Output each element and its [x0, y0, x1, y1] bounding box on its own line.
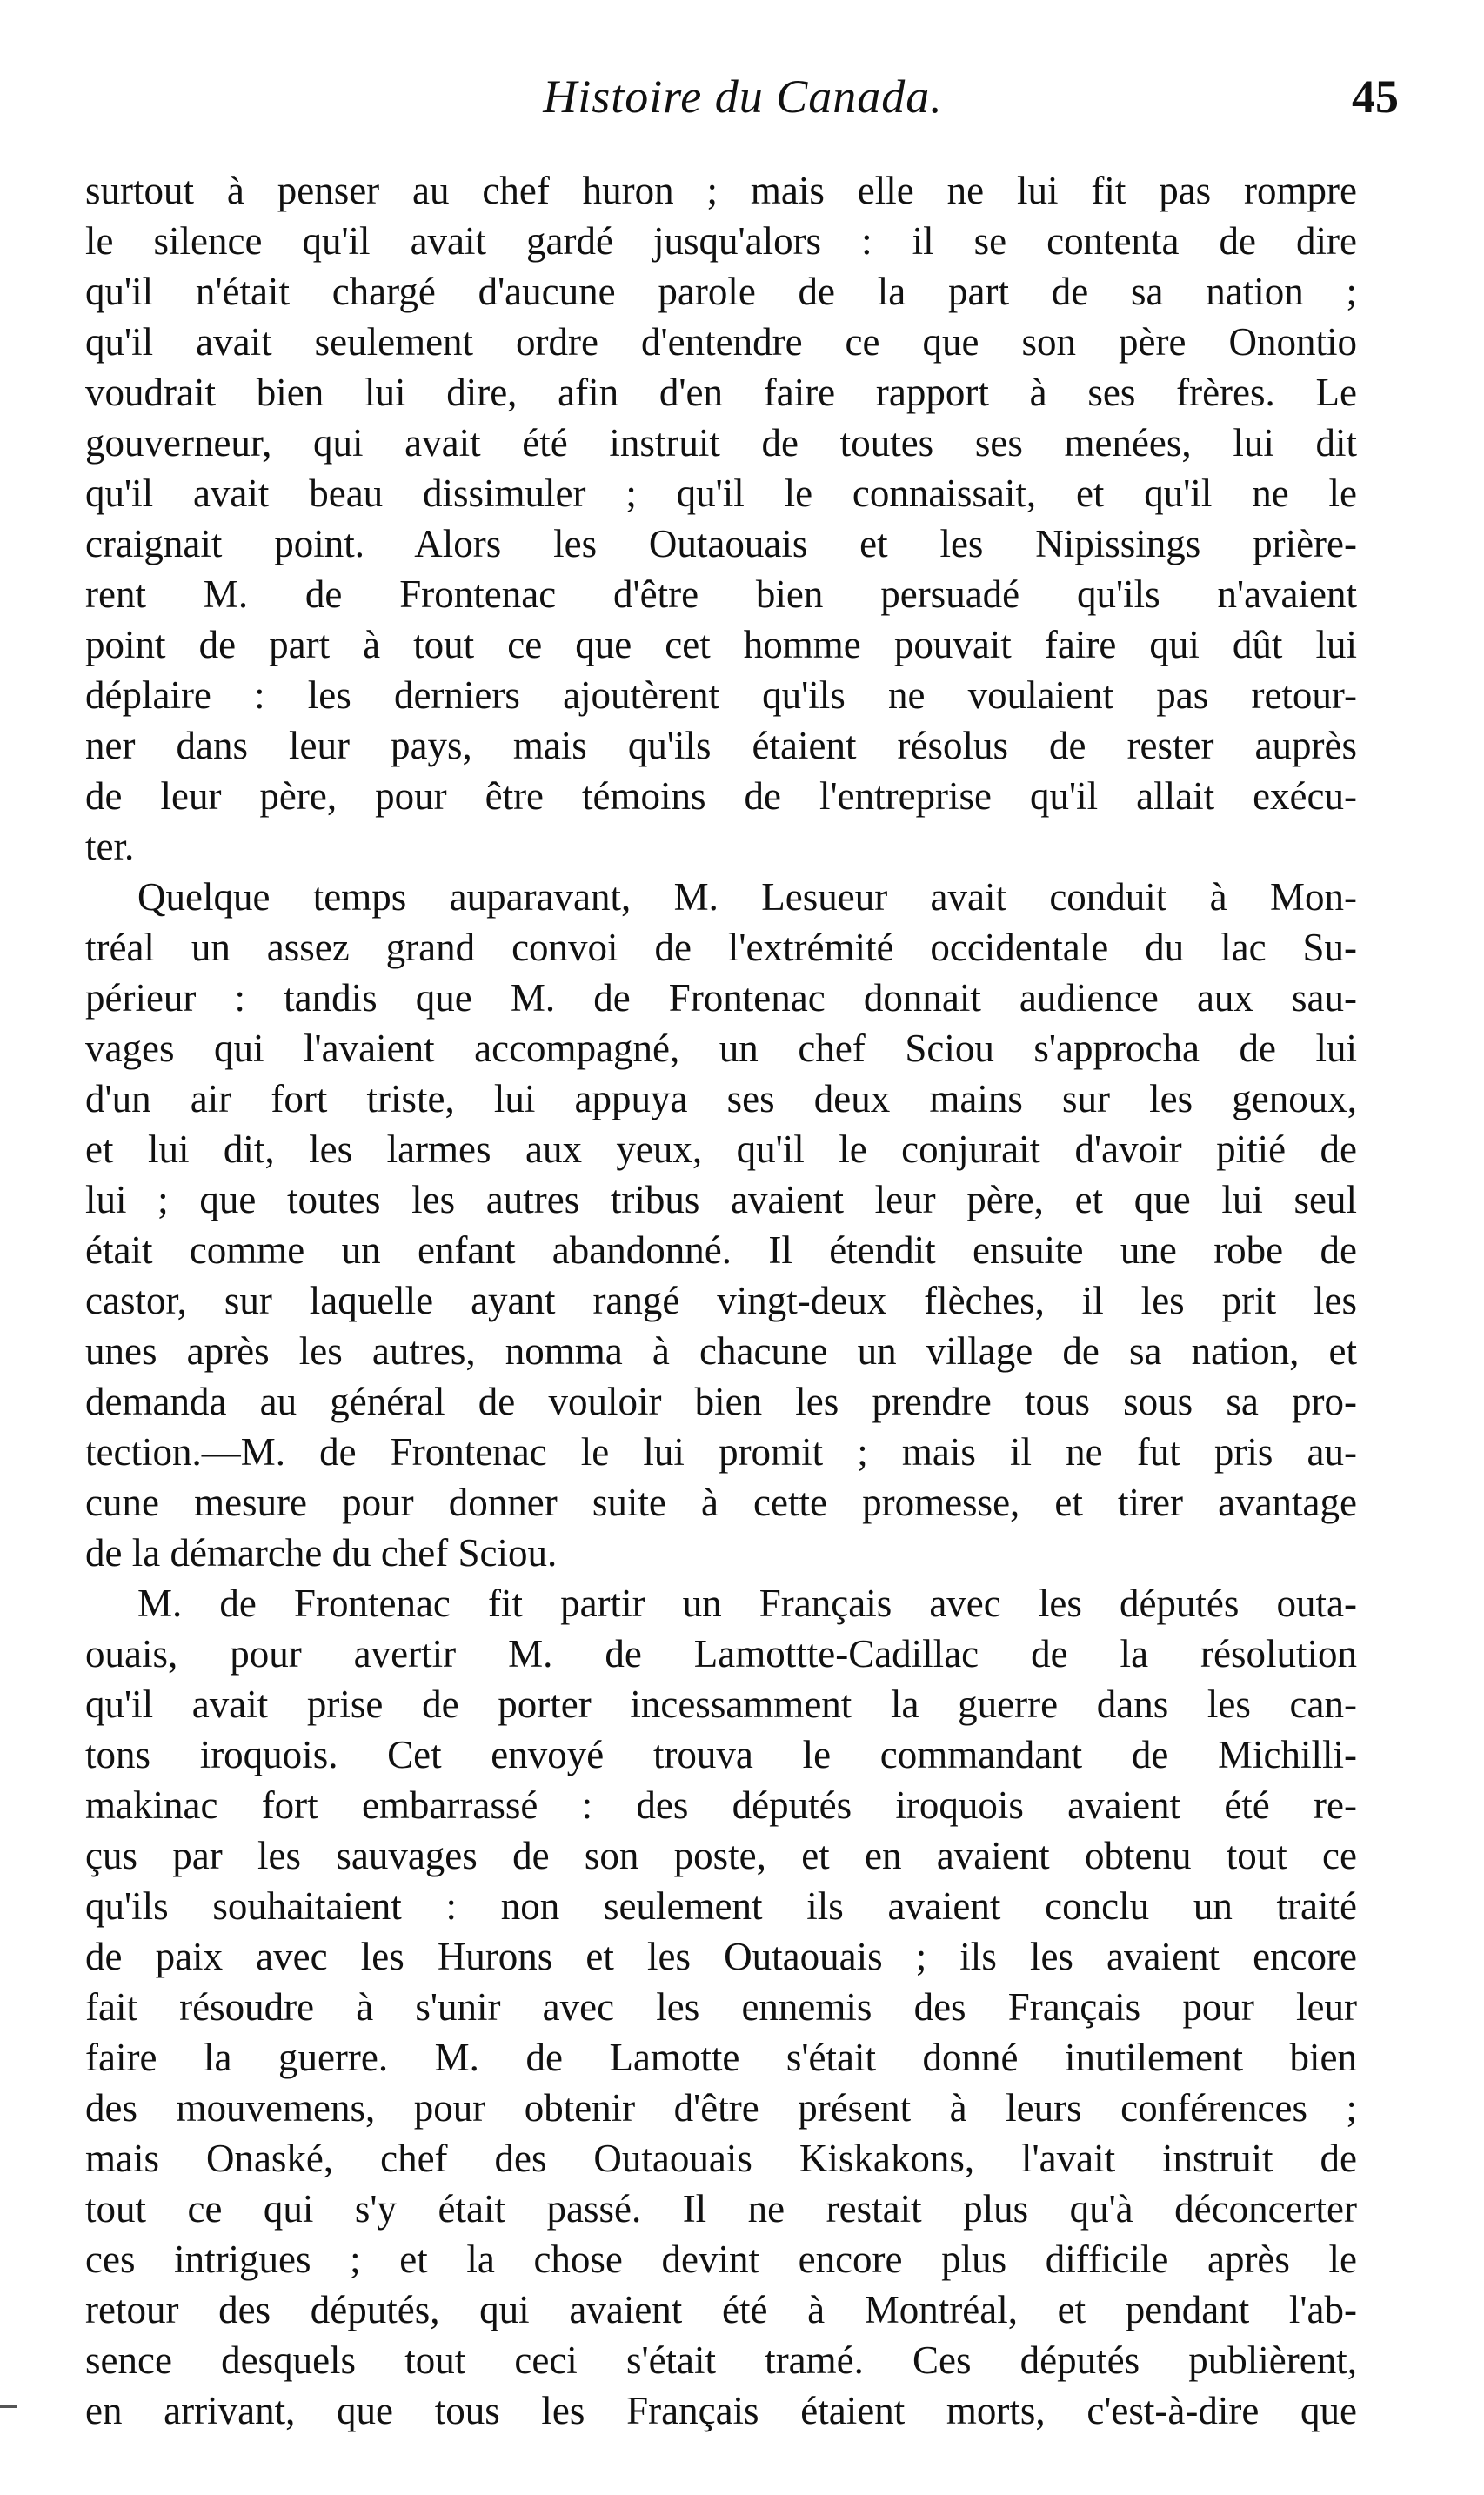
text-line: qu'il avait seulement ordre d'entendre ce que son père Onontio — [85, 320, 1357, 364]
text-line: d'un air fort triste, lui appuya ses deux mains sur les genoux, — [85, 1077, 1357, 1120]
page-number: 45 — [1352, 70, 1399, 123]
text-line: castor, sur laquelle ayant rangé vingt-deux flèches, il les prit les — [85, 1279, 1357, 1322]
text-line: mais Onaské, chef des Outaouais Kiskakons, l'avait instruit de — [85, 2137, 1357, 2180]
text-line: retour des députés, qui avaient été à Montréal, et pendant l'ab- — [85, 2288, 1357, 2331]
text-line: craignait point. Alors les Outaouais et les Nipissings prière- — [85, 522, 1357, 565]
text-line: de paix avec les Hurons et les Outaouais ; ils les avaient encore — [85, 1935, 1357, 1978]
text-line: était comme un enfant abandonné. Il étendit ensuite une robe de — [85, 1228, 1357, 1272]
text-line: qu'il n'était chargé d'aucune parole de la part de sa nation ; — [85, 270, 1357, 313]
text-line: tons iroquois. Cet envoyé trouva le commandant de Michilli- — [85, 1733, 1357, 1776]
text-line: lui ; que toutes les autres tribus avaient leur père, et que lui seul — [85, 1178, 1357, 1221]
text-line: ouais, pour avertir M. de Lamottte-Cadillac de la résolution — [85, 1632, 1357, 1676]
text-line: surtout à penser au chef huron ; mais elle ne lui fit pas rompre — [85, 169, 1357, 212]
text-line: ter. — [85, 825, 135, 868]
text-line: faire la guerre. M. de Lamotte s'était donné inutilement bien — [85, 2036, 1357, 2079]
running-title: Histoire du Canada. — [543, 70, 943, 123]
text-line: tection.—M. de Frontenac le lui promit ; mais il ne fut pris au- — [85, 1430, 1357, 1474]
text-line: et lui dit, les larmes aux yeux, qu'il le conjurait d'avoir pitié de — [85, 1127, 1357, 1171]
text-line: en arrivant, que tous les Français étaient morts, c'est-à-dire que — [85, 2389, 1357, 2432]
page-header — [87, 70, 1399, 139]
text-line: rent M. de Frontenac d'être bien persuadé qu'ils n'avaient — [85, 572, 1357, 616]
text-line: qu'il avait beau dissimuler ; qu'il le connaissait, et qu'il ne le — [85, 472, 1357, 515]
text-line: vages qui l'avaient accompagné, un chef Sciou s'approcha de lui — [85, 1027, 1357, 1070]
text-line: makinac fort embarrassé : des députés iroquois avaient été re- — [85, 1783, 1357, 1827]
text-line: fait résoudre à s'unir avec les ennemis des Français pour leur — [85, 1985, 1357, 2029]
body-text — [85, 165, 1357, 2436]
text-line: Quelque temps auparavant, M. Lesueur avait conduit à Mon- — [137, 875, 1357, 919]
text-line: voudrait bien lui dire, afin d'en faire rapport à ses frères. Le — [85, 371, 1357, 414]
text-line: ces intrigues ; et la chose devint encore plus difficile après le — [85, 2237, 1357, 2281]
text-line: gouverneur, qui avait été instruit de toutes ses menées, lui dit — [85, 421, 1357, 465]
text-line: cune mesure pour donner suite à cette promesse, et tirer avantage — [85, 1481, 1357, 1524]
text-line: unes après les autres, nomma à chacune un village de sa nation, et — [85, 1329, 1357, 1373]
scan-edge-mark — [0, 2405, 17, 2408]
text-line: sence desquels tout ceci s'était tramé. Ces députés publièrent, — [85, 2338, 1357, 2382]
text-line: des mouvemens, pour obtenir d'être présent à leurs conférences ; — [85, 2086, 1357, 2130]
text-line: tréal un assez grand convoi de l'extrémité occidentale du lac Su- — [85, 926, 1357, 969]
text-line: M. de Frontenac fit partir un Français avec les députés outa- — [137, 1582, 1357, 1625]
text-line: tout ce qui s'y était passé. Il ne restait plus qu'à déconcerter — [85, 2187, 1357, 2231]
text-line: le silence qu'il avait gardé jusqu'alors : il se contenta de dire — [85, 219, 1357, 263]
text-line: de leur père, pour être témoins de l'entreprise qu'il allait exécu- — [85, 774, 1357, 818]
text-line: çus par les sauvages de son poste, et en avaient obtenu tout ce — [85, 1834, 1357, 1877]
text-line: ner dans leur pays, mais qu'ils étaient résolus de rester auprès — [85, 724, 1357, 767]
text-line: point de part à tout ce que cet homme pouvait faire qui dût lui — [85, 623, 1357, 666]
text-line: de la démarche du chef Sciou. — [85, 1531, 558, 1575]
text-line: périeur : tandis que M. de Frontenac donnait audience aux sau- — [85, 976, 1357, 1020]
text-line: qu'ils souhaitaient : non seulement ils avaient conclu un traité — [85, 1884, 1357, 1928]
text-line: déplaire : les derniers ajoutèrent qu'ils ne voulaient pas retour- — [85, 673, 1357, 717]
text-line: qu'il avait prise de porter incessamment la guerre dans les can- — [85, 1682, 1357, 1726]
text-line: demanda au général de vouloir bien les prendre tous sous sa pro- — [85, 1380, 1357, 1423]
